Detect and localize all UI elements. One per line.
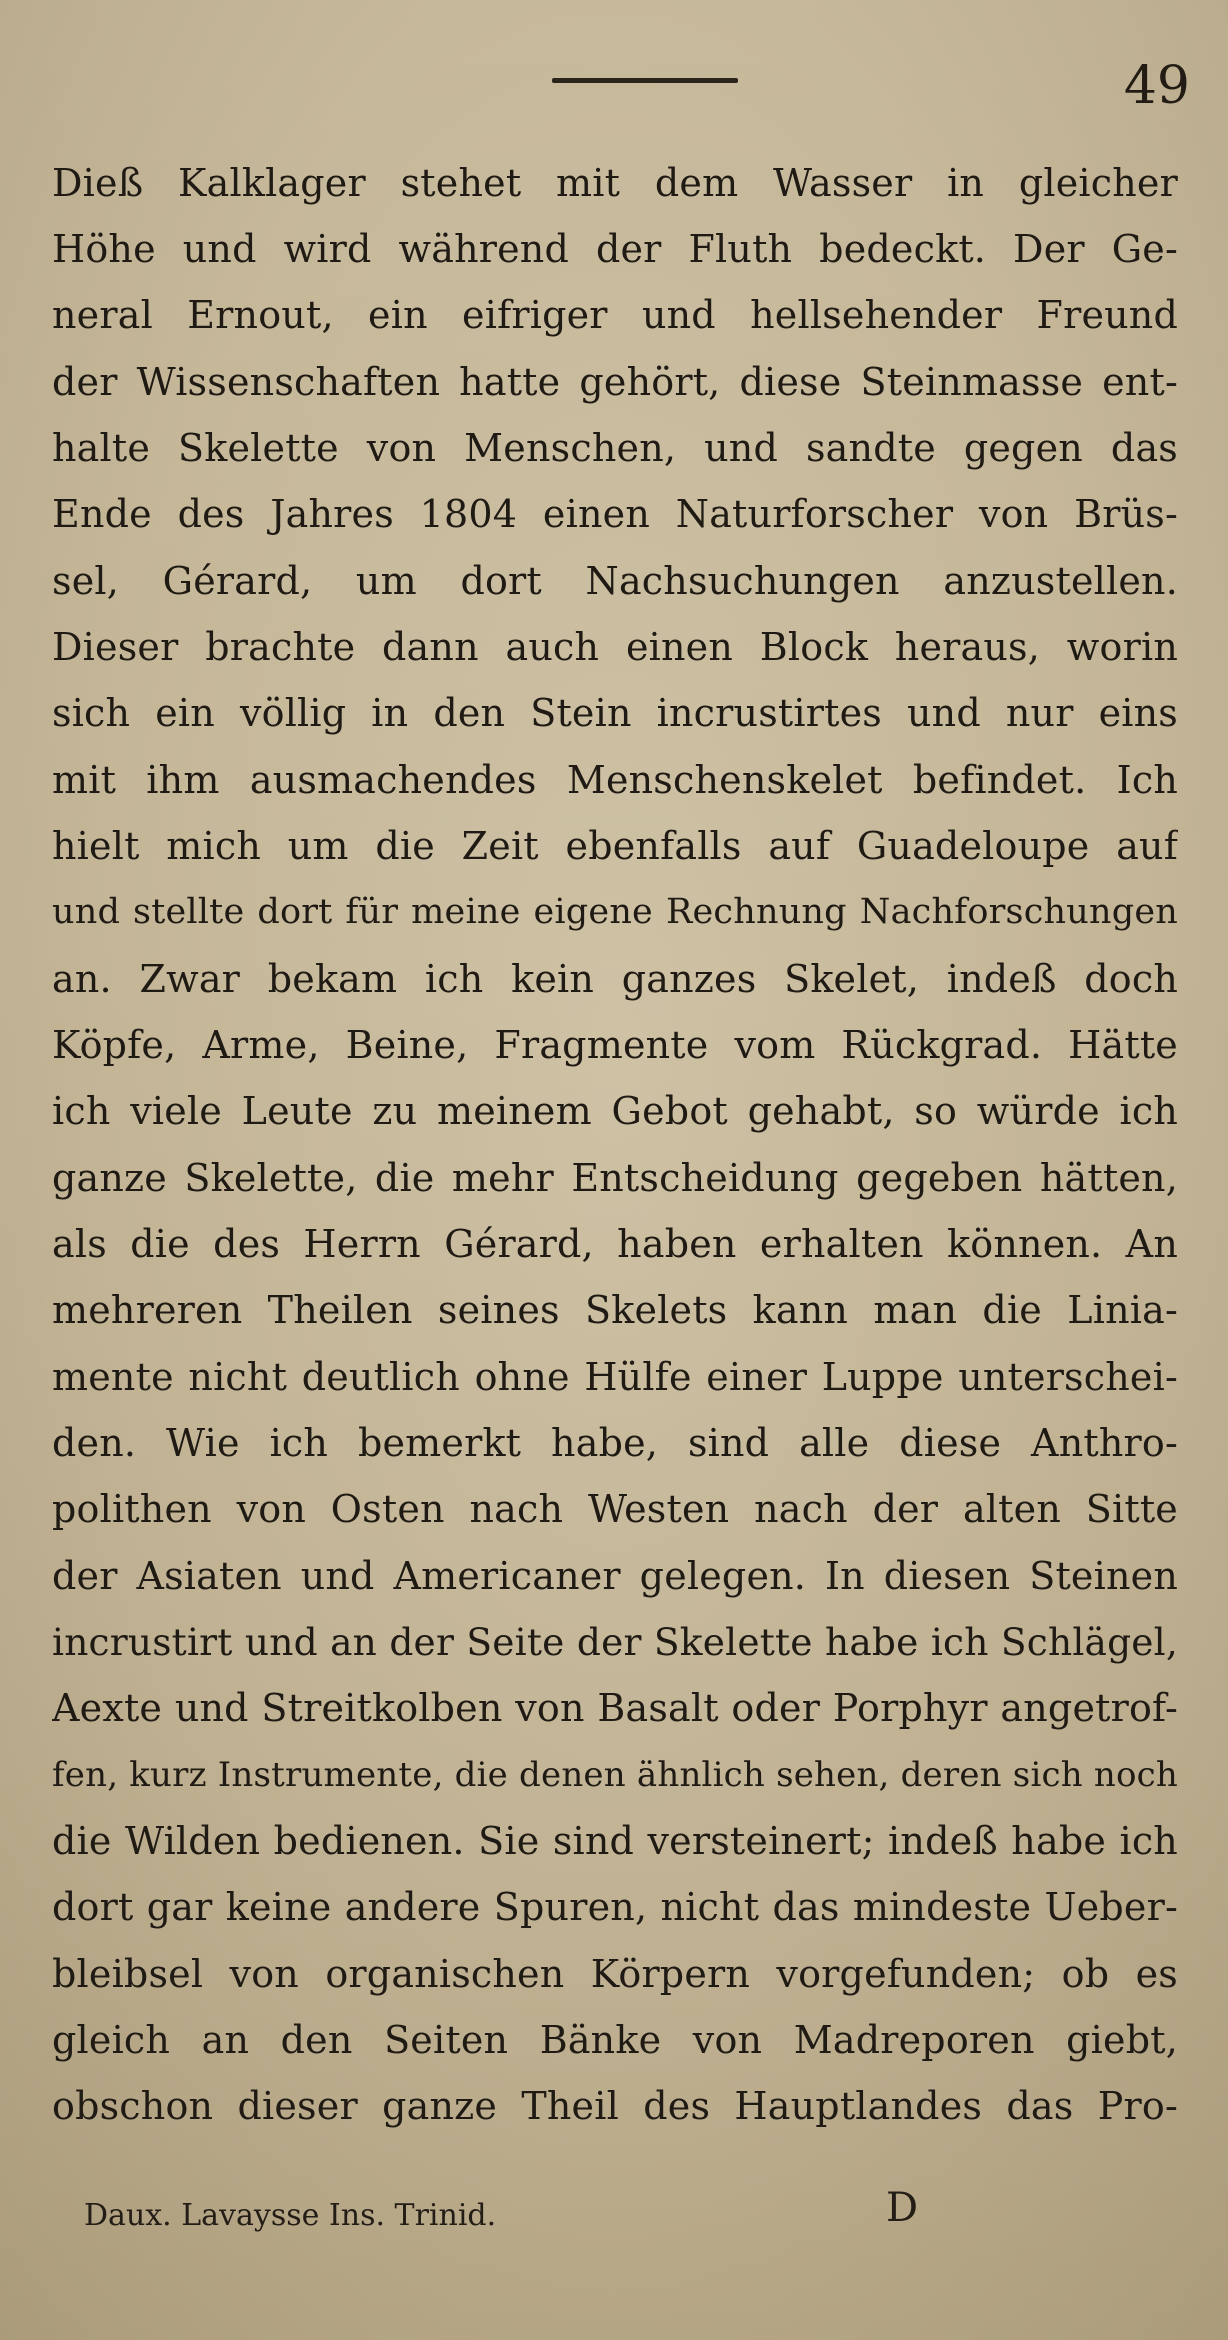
text-line: halte Skelette von Menschen, und sandte gegen das — [52, 426, 1178, 470]
text-line: Dieß Kalklager stehet mit dem Wasser in gleicher — [52, 161, 1178, 205]
text-line: mehreren Theilen seines Skelets kann man die Linia- — [52, 1288, 1178, 1332]
text-line: den. Wie ich bemerkt habe, sind alle diese Anthro- — [52, 1421, 1178, 1465]
text-line: Ende des Jahres 1804 einen Naturforscher von Brüs- — [52, 492, 1178, 536]
header-rule — [552, 78, 738, 83]
text-line: incrustirt und an der Seite der Skelette habe ich Schlägel, — [52, 1620, 1178, 1664]
text-line: die Wilden bedienen. Sie sind versteinert; indeß habe ich — [52, 1819, 1178, 1863]
text-line: sich ein völlig in den Stein incrustirtes und nur eins — [52, 691, 1178, 735]
text-line: gleich an den Seiten Bänke von Madreporen giebt, — [52, 2018, 1178, 2062]
text-line: neral Ernout, ein eifriger und hellsehender Freund — [52, 293, 1178, 337]
text-line: Dieser brachte dann auch einen Block heraus, worin — [52, 625, 1178, 669]
text-line: ich viele Leute zu meinem Gebot gehabt, so würde ich — [52, 1089, 1178, 1133]
text-line: an. Zwar bekam ich kein ganzes Skelet, indeß doch — [52, 957, 1178, 1001]
text-line: Köpfe, Arme, Beine, Fragmente vom Rückgrad. Hätte — [52, 1023, 1178, 1067]
text-line: als die des Herrn Gérard, haben erhalten können. An — [52, 1222, 1178, 1266]
text-line: hielt mich um die Zeit ebenfalls auf Guadeloupe auf — [52, 824, 1178, 868]
page-number: 49 — [1123, 56, 1190, 116]
text-line: sel, Gérard, um dort Nachsuchungen anzustellen. — [52, 559, 1178, 603]
text-line: obschon dieser ganze Theil des Hauptlandes das Pro- — [52, 2084, 1178, 2128]
text-line: fen, kurz Instrumente, die denen ähnlich sehen, deren sich noch — [52, 1755, 1178, 1795]
signature-line: Daux. Lavaysse Ins. Trinid. — [84, 2198, 497, 2233]
text-line: der Asiaten und Americaner gelegen. In diesen Steinen — [52, 1554, 1178, 1598]
text-line: Höhe und wird während der Fluth bedeckt. Der Ge- — [52, 227, 1178, 271]
text-line: dort gar keine andere Spuren, nicht das mindeste Ueber- — [52, 1885, 1178, 1929]
text-line: bleibsel von organischen Körpern vorgefunden; ob es — [52, 1952, 1178, 1996]
text-line: polithen von Osten nach Westen nach der alten Sitte — [52, 1487, 1178, 1531]
text-line: ganze Skelette, die mehr Entscheidung gegeben hätten, — [52, 1156, 1178, 1200]
text-line: der Wissenschaften hatte gehört, diese Steinmasse ent- — [52, 360, 1178, 404]
text-line: Aexte und Streitkolben von Basalt oder Porphyr angetrof- — [52, 1686, 1178, 1730]
text-line: mente nicht deutlich ohne Hülfe einer Luppe unterschei- — [52, 1355, 1178, 1399]
signature-mark: D — [886, 2185, 919, 2231]
text-line: mit ihm ausmachendes Menschenskelet befindet. Ich — [52, 758, 1178, 802]
text-line: und stellte dort für meine eigene Rechnung Nachforschungen — [52, 892, 1178, 932]
